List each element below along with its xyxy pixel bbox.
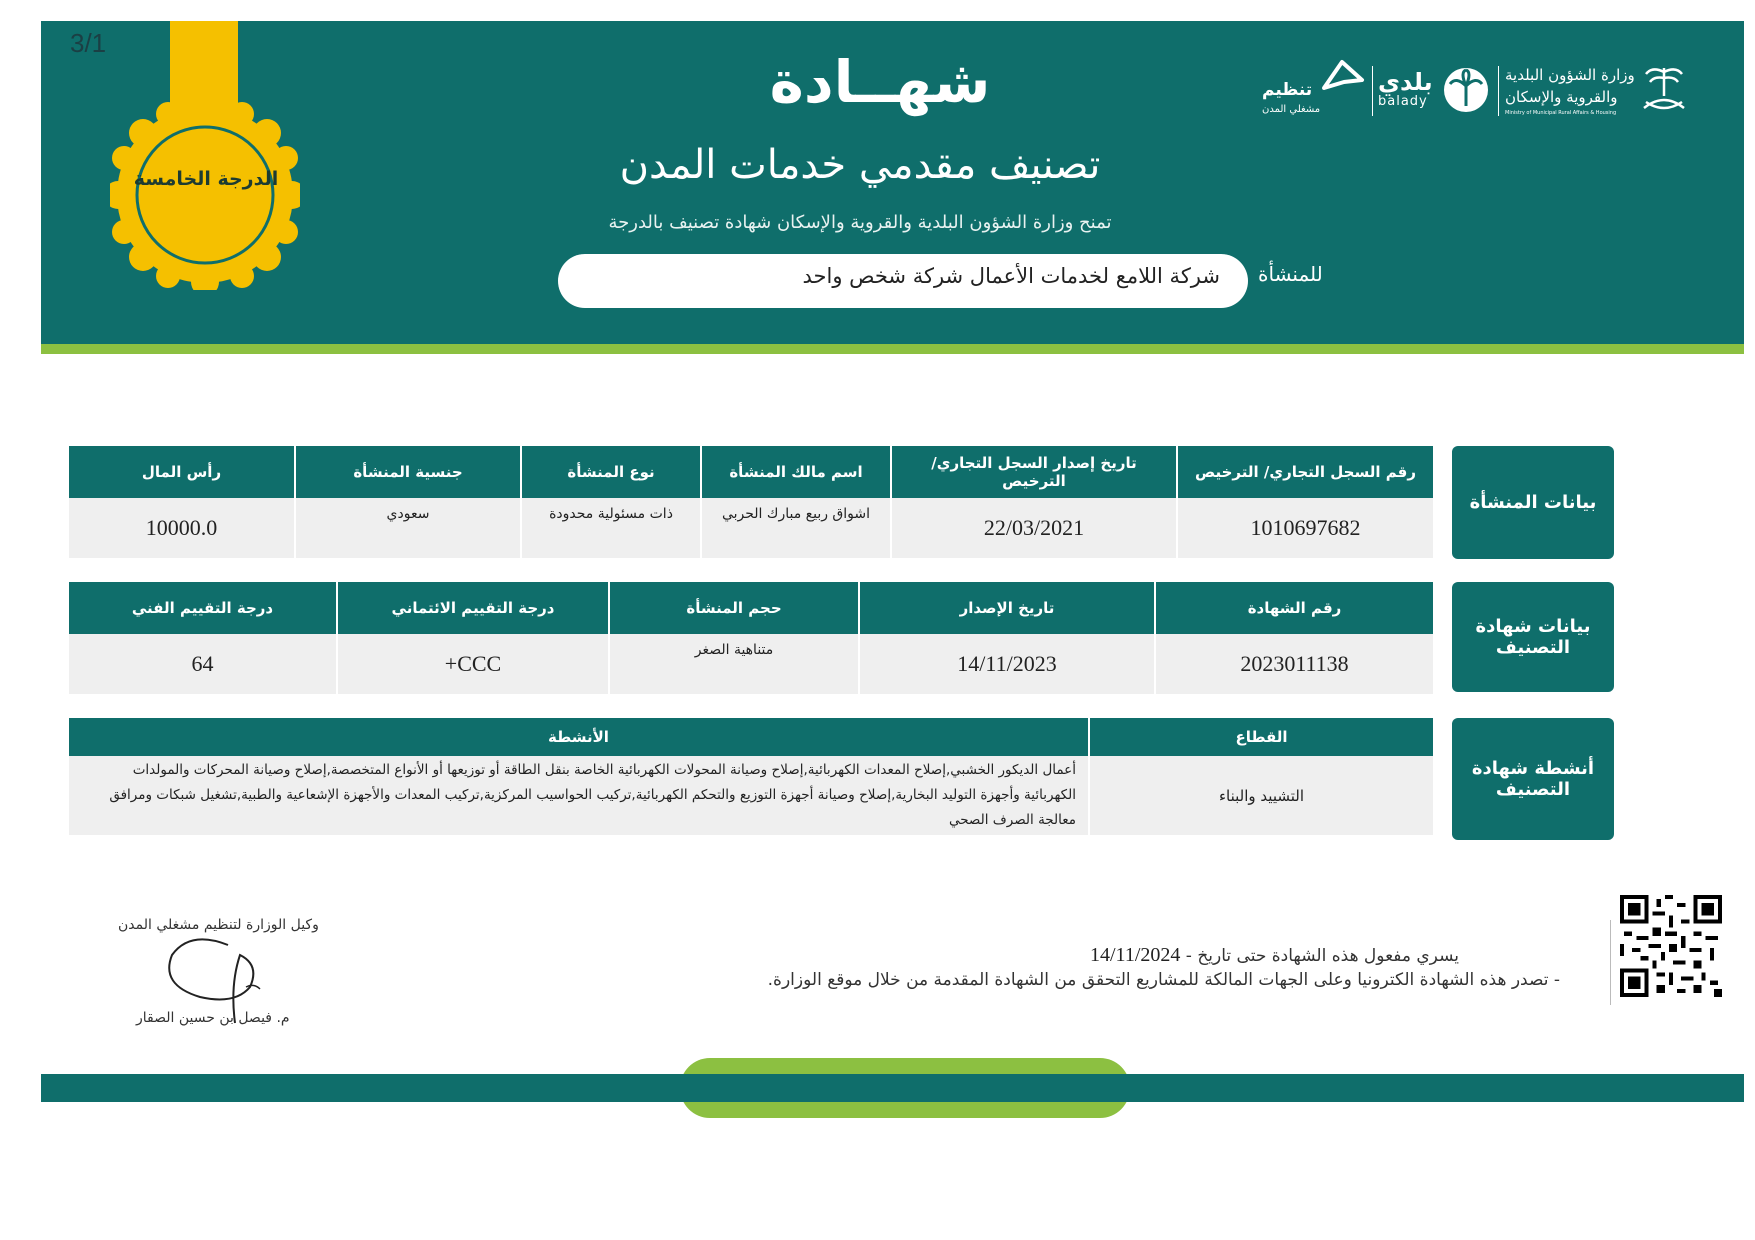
validity-text: - يسري مفعول هذه الشهادة حتى تاريخ [1185,946,1459,966]
grant-statement: تمنح وزارة الشؤون البلدية والقروية والإسكان شهادة تصنيف بالدرجة [608,212,1112,233]
certificate-number-value: 2023011138 [1155,634,1433,694]
footer-band [41,1074,1744,1102]
issue-date-header: تاريخ الإصدار [859,582,1155,634]
sector-value: التشييد والبناء [1089,756,1433,835]
entity-data-label: بيانات المنشأة [1452,446,1614,559]
baladi-logo-text: بلدي [1378,68,1433,96]
credit-rating-header: درجة التقييم الائتماني [337,582,609,634]
ministry-name-ar-line2: والقروية والإسكان [1505,88,1618,106]
entity-size-value: متناهية الصغر [609,634,859,694]
cr-number-value: 1010697682 [1177,498,1433,558]
table-header-row [69,446,1433,498]
tanzeem-logo-icon [1320,58,1366,98]
logo-divider [1372,66,1373,116]
saudi-emblem-icon [1636,62,1692,122]
signatory-title: وكيل الوزارة لتنظيم مشغلي المدن [118,917,319,933]
tanzeem-logo-text: تنظيم [1262,80,1313,100]
cr-number-header: رقم السجل التجاري/ الترخيص [1177,446,1433,498]
validity-date: 14/11/2024 [1090,944,1181,966]
entity-data-table [69,446,1433,558]
table-row [69,756,1433,835]
certificate-title: شهــادة [769,48,991,116]
ministry-name-ar-line1: وزارة الشؤون البلدية [1505,66,1635,84]
verification-note: - تصدر هذه الشهادة الكترونيا وعلى الجهات المالكة للمشاريع التحقق من الشهادة المقدمة من خلال موقع الوزارة. [767,970,1560,990]
validity-line [1090,944,1459,967]
entity-name: شركة اللامع لخدمات الأعمال شركة شخص واحد [802,264,1220,288]
table-row [69,634,1433,694]
badge-grade-text: الدرجة الخامسة [133,168,279,190]
activities-table [69,718,1433,835]
table-row [69,498,1433,558]
ministry-name-en: Ministry of Municipal Rural Affairs & Housing [1505,110,1617,116]
technical-score-header: درجة التقييم الفني [69,582,337,634]
nationality-value: سعودي [295,498,521,558]
issue-date-value: 14/11/2023 [859,634,1155,694]
qr-separator [1610,920,1611,1005]
capital-header: رأس المال [69,446,295,498]
entity-size-header: حجم المنشأة [609,582,859,634]
header-green-stripe [41,344,1744,354]
entity-label: للمنشأة [1258,262,1323,286]
activities-label: أنشطة شهادة التصنيف [1452,718,1614,840]
entity-type-value: ذات مسئولية محدودة [521,498,701,558]
certificate-data-table [69,582,1433,694]
technical-score-value: 64 [69,634,337,694]
signatory-name: م. فيصل بن حسين الصقار [136,1010,290,1026]
sector-header: القطاع [1089,718,1433,756]
certificate-subtitle: تصنيف مقدمي خدمات المدن [619,142,1101,188]
logo-divider [1498,66,1499,116]
table-header-row [69,718,1433,756]
qr-code-icon[interactable] [1620,895,1722,997]
nationality-header: جنسية المنشأة [295,446,521,498]
baladi-emblem-icon [1442,66,1490,114]
credit-rating-value: CCC+ [337,634,609,694]
cr-issue-date-value: 22/03/2021 [891,498,1177,558]
activities-header: الأنشطة [69,718,1089,756]
baladi-logo-latin: balady [1378,94,1428,109]
owner-name-header: اسم مالك المنشأة [701,446,891,498]
activities-value: أعمال الديكور الخشبي,إصلاح المعدات الكهربائية,إصلاح وصيانة المحولات الكهربائية الخاصة بنقل الطاقة أو توزيعها أو الأنواع المتخصصة,إصلاح وصيانة المحركات والمولدات الكهربائية وأجهزة التوليد البخارية,إصلاح وصيانة أجهزة التوزيع والتحكم الكهربائية,تركيب الحواسيب المركزية,تركيب المعدات والأجهزة الإشعاعية والطبية,تشغيل شبكات ومرافق معالجة الصرف الصحي [69,756,1089,835]
entity-type-header: نوع المنشأة [521,446,701,498]
certificate-data-label: بيانات شهادة التصنيف [1452,582,1614,692]
table-header-row [69,582,1433,634]
certificate-number-header: رقم الشهادة [1155,582,1433,634]
page-number: 3/1 [70,28,107,58]
grade-seal-icon [110,100,300,290]
cr-issue-date-header: تاريخ إصدار السجل التجاري/ الترخيص [891,446,1177,498]
tanzeem-logo-subtext: مشغلي المدن [1262,104,1321,115]
capital-value: 10000.0 [69,498,295,558]
owner-name-value: اشواق ربيع مبارك الحربي [701,498,891,558]
